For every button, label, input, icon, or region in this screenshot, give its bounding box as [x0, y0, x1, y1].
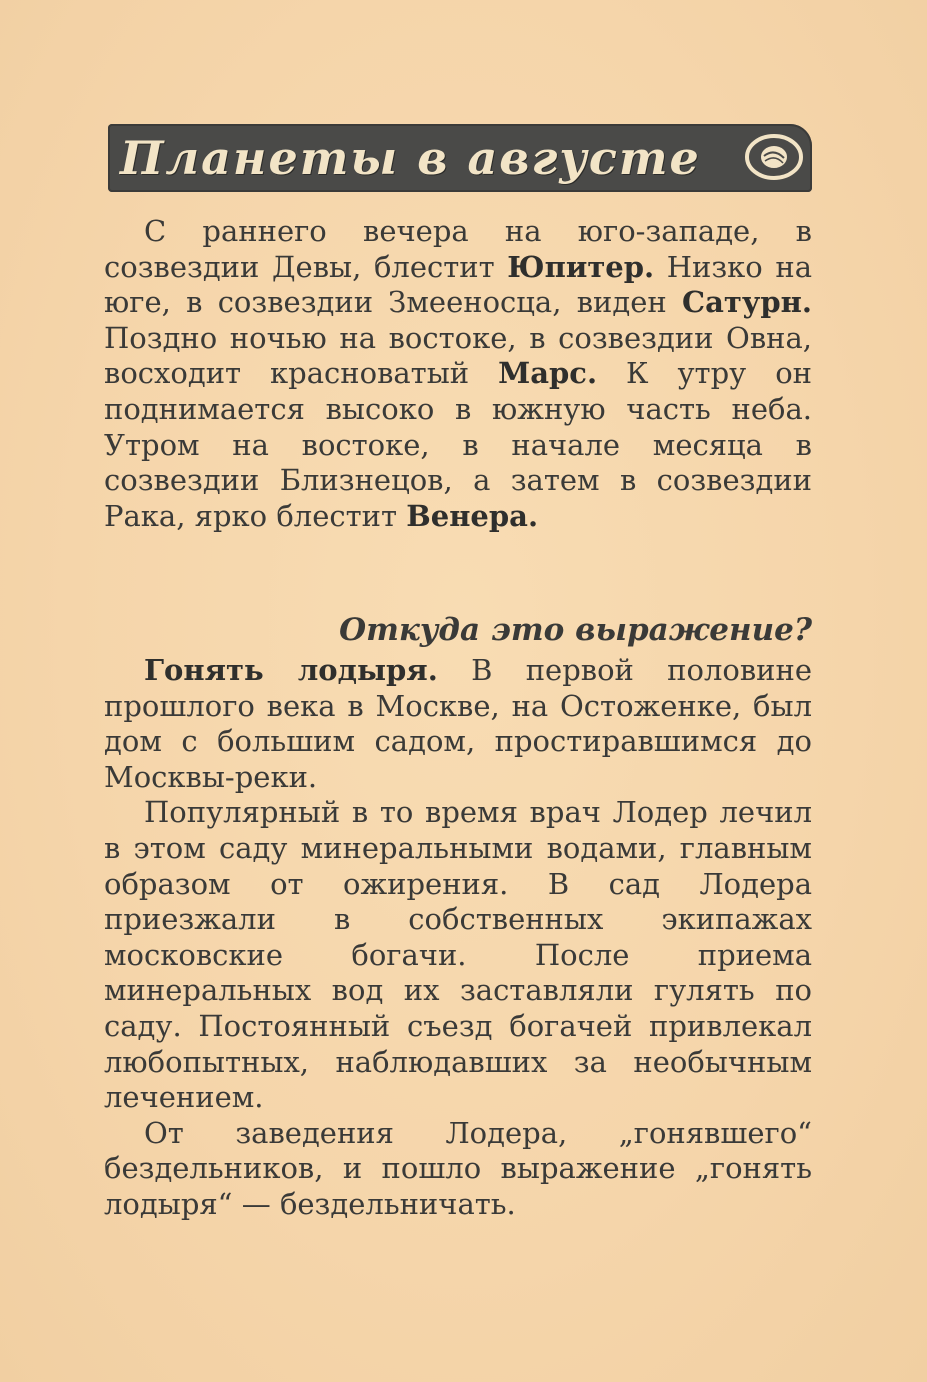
expression-article: [104, 653, 812, 1223]
expression-paragraph-1: [104, 653, 812, 795]
planets-paragraph: [104, 214, 812, 534]
section-heading: Откуда это выражение?: [339, 612, 812, 648]
expression-paragraph-3: От заведения Лодера, „гонявшего“ бездельников, и пошло выражение „гонять лодыря“ — бездельничать.: [104, 1115, 812, 1221]
planet-jupiter: Юпитер.: [507, 249, 655, 284]
planets-text-part-3: Поздно ночью на востоке, в созвездии Овна, восходит красноватый: [104, 320, 812, 391]
planets-text: [104, 214, 812, 534]
planet-mars: Марс.: [498, 356, 598, 391]
planet-saturn: Сатурн.: [681, 285, 812, 320]
title-banner: [108, 124, 812, 192]
planet-venus: Венера.: [406, 498, 539, 533]
planets-text-part-1: С раннего вечера на юго-западе, в созвездии Девы, блестит: [104, 214, 812, 284]
page-title: Планеты в августе: [120, 131, 701, 185]
planets-text-part-4: К утру он поднимается высоко в южную часть неба. Утром на востоке, в начале месяца в созвездии Близнецов, а затем в созвездии Рака, ярко блестит: [104, 356, 812, 533]
expression-term: Гонять лодыря.: [144, 653, 438, 687]
expression-paragraph-1-text: В первой половине прошлого века в Москве, на Остоженке, был дом с большим садом, простиравшимся до Москвы-реки.: [104, 653, 812, 794]
planet-icon: [744, 130, 804, 184]
expression-paragraph-2: Популярный в то время врач Лодер лечил в этом саду минеральными водами, главным образом от ожирения. В сад Лодера приезжали в собственных экипажах московские богачи. После приема минеральных вод их заставляли гулять по саду. Постоянный съезд богачей привлекал любопытных, наблюдавших за необычным лечением.: [104, 795, 812, 1115]
planets-text-part-2: Низко на юге, в созвездии Змееносца, виден: [104, 249, 812, 320]
